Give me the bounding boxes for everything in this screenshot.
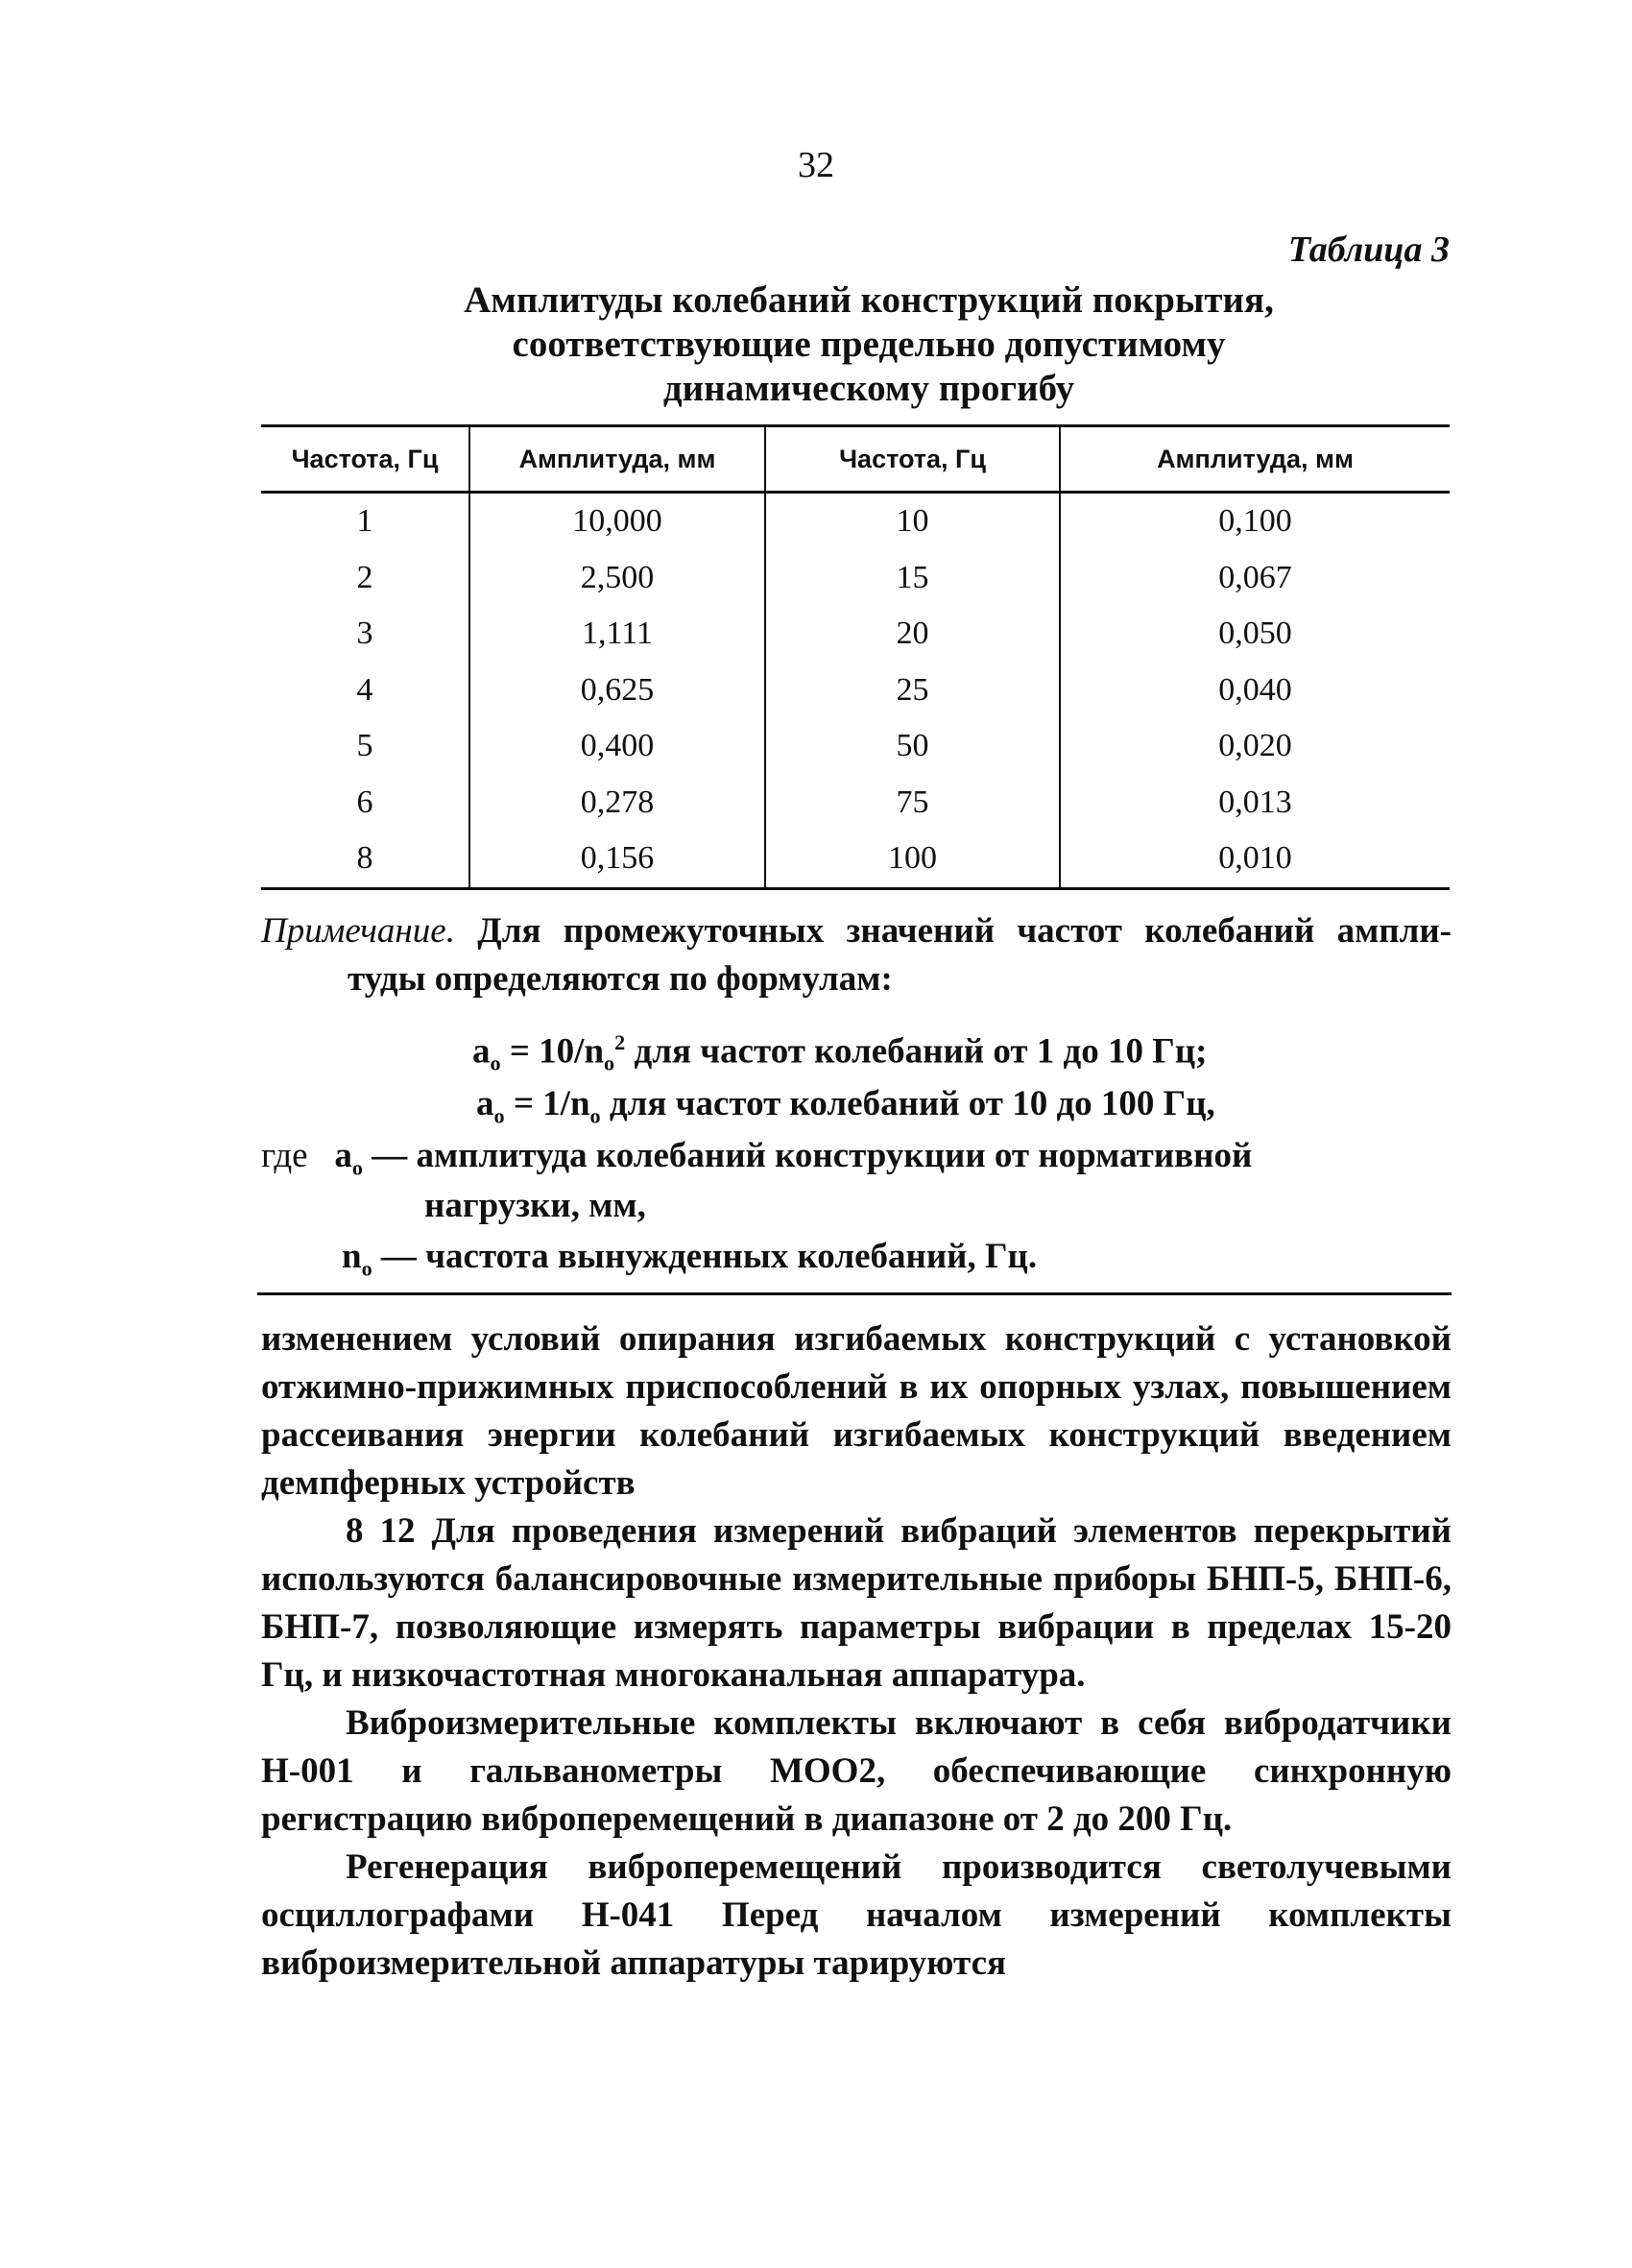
- header-frequency: Частота, Гц: [765, 426, 1060, 493]
- note-line: [261, 908, 1452, 954]
- definition-text: — амплитуда колебаний конструкции от нормативной: [362, 1136, 1253, 1175]
- formula-subscript: o: [490, 1050, 501, 1075]
- table-title-line: динамическому прогибу: [662, 368, 1075, 409]
- table-cell: 0,278: [469, 775, 765, 832]
- table-cell: 10: [765, 493, 1060, 550]
- definition-continuation: нагрузки, мм,: [424, 1186, 646, 1225]
- table-cell: 0,156: [469, 831, 765, 888]
- table-row: [261, 606, 1450, 663]
- body-paragraph: изменением условий опирания изгибаемых конструкций с установкой отжимно-прижимных приспособлений в их опорных узлах, повышением рассеивания энергии колебаний изгибаемых конструкций введением демпферных устройств: [261, 1319, 1452, 1503]
- table-cell: 5: [356, 728, 373, 764]
- table-cell: 1,111: [469, 606, 765, 663]
- table-cell: 75: [765, 775, 1060, 832]
- formula-variable: a: [476, 1084, 494, 1123]
- note-divider: [257, 1292, 1452, 1295]
- table-cell: 2,500: [469, 550, 765, 607]
- note-line: туды определяются по формулам:: [348, 959, 893, 999]
- formula-subscript: o: [493, 1103, 505, 1128]
- header-amplitude: Амплитуда, мм: [1060, 426, 1450, 493]
- formula-text: для частот колебаний от 10 до 100 Гц,: [600, 1084, 1215, 1123]
- table-row: [261, 493, 1450, 550]
- amplitude-table: [261, 424, 1450, 890]
- table-cell: 0,010: [1060, 831, 1450, 888]
- table-cell: 1: [356, 503, 373, 540]
- table-title-line: Амплитуды колебаний конструкций покрытия,: [464, 279, 1274, 321]
- table-cell: 0,625: [469, 663, 765, 719]
- note-label: Примечание.: [261, 911, 455, 951]
- formula-high-frequency: [476, 1081, 1215, 1139]
- table-cell: 0,013: [1060, 775, 1450, 832]
- definition-text: — частота вынужденных колебаний, Гц.: [372, 1237, 1038, 1276]
- table-cell: 10,000: [469, 493, 765, 550]
- formula-equals: = 10/n: [500, 1031, 605, 1072]
- formula-exponent: 2: [614, 1030, 626, 1054]
- table-cell: 8: [261, 831, 469, 888]
- table-cell: 0,100: [1060, 493, 1450, 550]
- table-cell: 20: [765, 606, 1060, 663]
- table-title-line: соответствующие предельно допустимому: [512, 324, 1226, 365]
- formula-subscript: o: [589, 1103, 601, 1128]
- definition-amplitude: [261, 1133, 1252, 1191]
- where-word: где: [261, 1136, 308, 1175]
- definition-subscript: o: [361, 1256, 372, 1281]
- body-paragraph: Регенерация виброперемещений производится светолучевыми осциллографами Н-041 Перед началом измерений комплекты виброизмерительной аппаратуры тарируются: [261, 1847, 1452, 1983]
- table-cell: 6: [356, 784, 373, 820]
- table-row: [261, 550, 1450, 607]
- table-title: [259, 278, 1478, 411]
- table-row: [261, 663, 1450, 719]
- table-cell: 3: [356, 615, 373, 652]
- table-cell: 0,040: [1060, 663, 1450, 719]
- formula-variable: a: [472, 1031, 491, 1072]
- table-cell: 0,067: [1060, 550, 1450, 607]
- table-cell: 4: [356, 671, 373, 708]
- definition-frequency: [342, 1234, 1037, 1291]
- table-row: [261, 775, 1450, 832]
- definition-subscript: o: [351, 1155, 363, 1180]
- formula-subscript: o: [604, 1050, 615, 1075]
- table-cell: 50: [765, 718, 1060, 775]
- table-cell: 0,400: [469, 718, 765, 775]
- note-text: Для промежуточных значений частот колебаний ампли-: [477, 911, 1452, 951]
- header-frequency: Частота, Гц: [261, 426, 469, 493]
- table-row: [261, 718, 1450, 775]
- header-amplitude: Амплитуда, мм: [469, 426, 765, 493]
- table-row: [261, 831, 1450, 888]
- table-label: Таблица 3: [1287, 229, 1450, 270]
- table-cell: 25: [765, 663, 1060, 719]
- table-cell: 0,020: [1060, 718, 1450, 775]
- table-cell: 0,050: [1060, 606, 1450, 663]
- formula-low-frequency: [472, 1020, 1207, 1087]
- body-paragraph: 8 12 Для проведения измерений вибраций элементов перекрытий используются балансировочные измерительные приборы БНП-5, БНП-6, БНП-7, позволяющие измерять параметры вибрации в пределах 15-20 Гц, и низкочастотная многоканальная аппаратура.: [261, 1511, 1452, 1695]
- body-paragraph: Виброизмерительные комплекты включают в себя вибродатчики Н-001 и гальванометры МОО2, обеспечивающие синхронную регистрацию виброперемещений в диапазоне от 2 до 200 Гц.: [261, 1703, 1452, 1839]
- formula-text: для частот колебаний от 1 до 10 Гц;: [625, 1031, 1208, 1072]
- definition-variable: n: [342, 1237, 362, 1276]
- page-number: 32: [798, 145, 834, 185]
- formula-equals: = 1/n: [504, 1084, 590, 1123]
- table-cell: 2: [356, 559, 373, 595]
- table-header-row: [261, 426, 1450, 493]
- table-cell: 100: [765, 831, 1060, 888]
- table-cell: 15: [765, 550, 1060, 607]
- definition-variable: a: [334, 1136, 352, 1175]
